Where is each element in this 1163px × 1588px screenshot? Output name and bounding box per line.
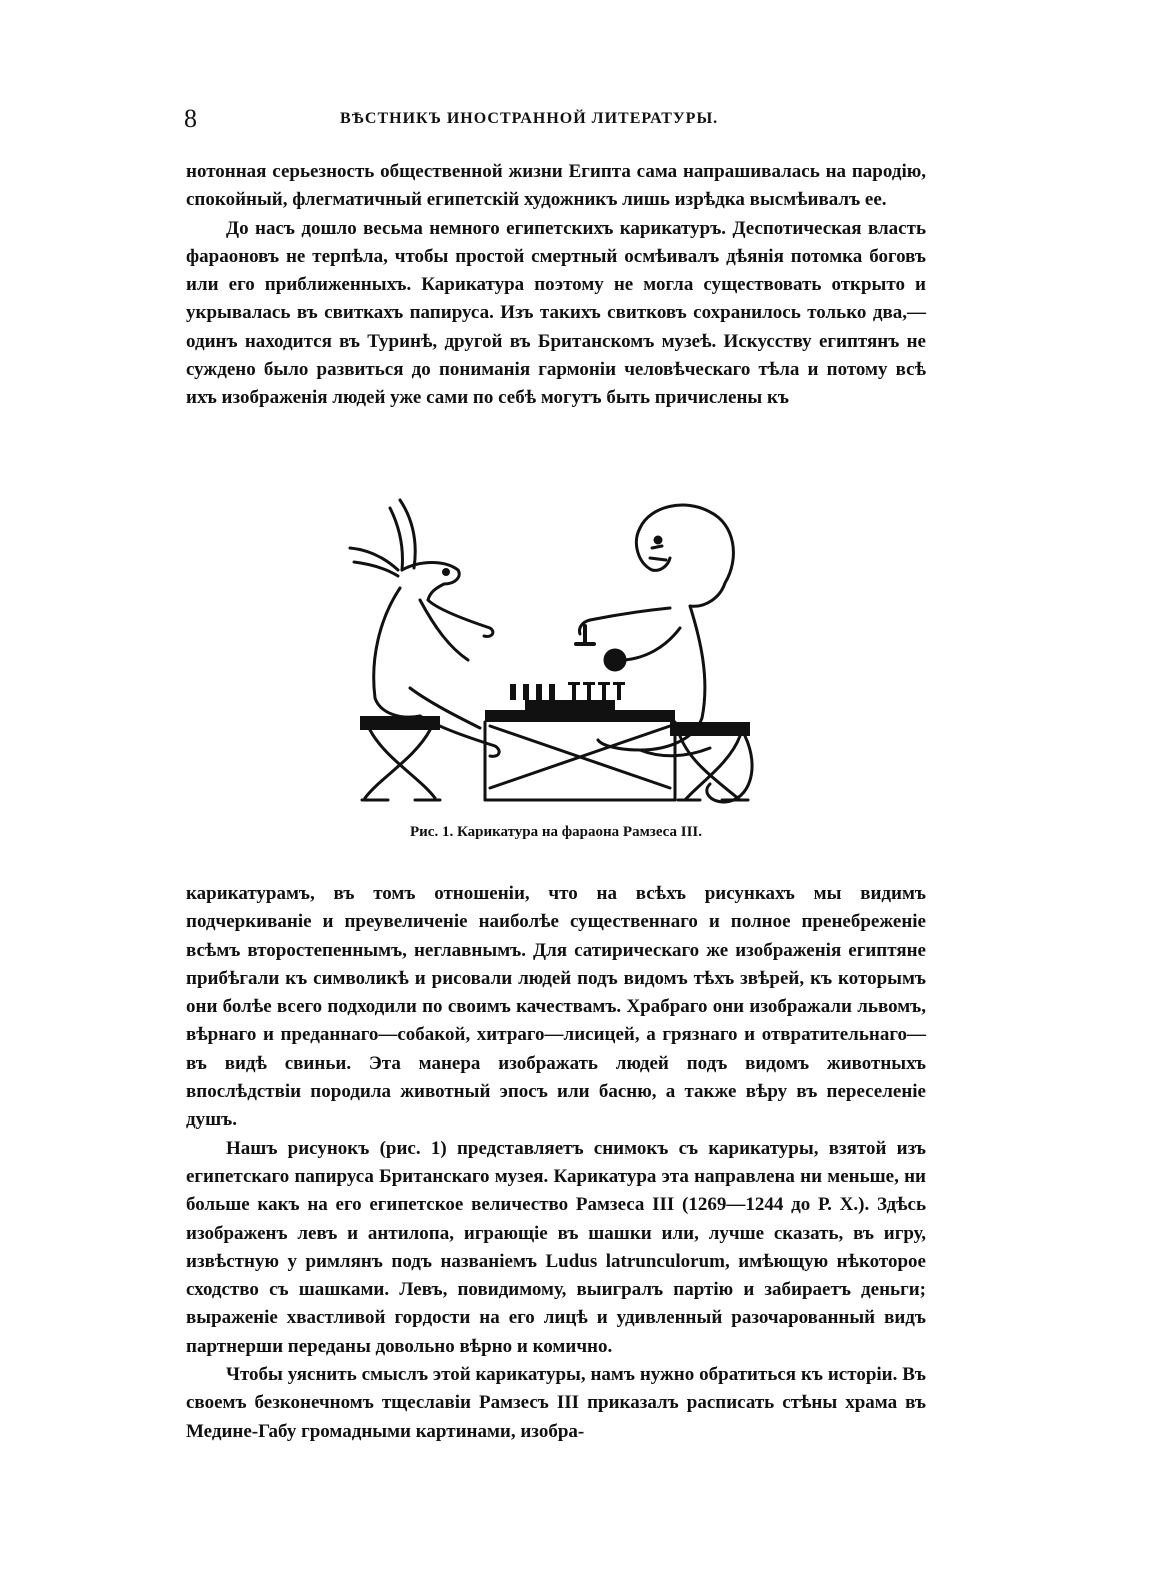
lion-stool xyxy=(670,722,750,800)
text-block-bottom xyxy=(186,880,926,1446)
paragraph: До насъ дошло весьма немного египетскихъ карикатуръ. Деспотическая власть фараоновъ не терпѣла, чтобы простой смертный осмѣивалъ дѣянія потомка боговъ или его приближенныхъ. Карикатура поэтому не могла существовать открыто и укрывалась въ свиткахъ папируса. Изъ такихъ свитковъ сохранилось только два,—одинъ находится въ Туринѣ, другой въ Британскомъ музеѣ. Искусству египтянъ не суждено было развиться до пониманія гармоніи человѣческаго тѣла и потому всѣ ихъ изображенія людей уже сами по себѣ могутъ быть причислены къ xyxy=(186,217,926,409)
paragraph: нотонная серьезность общественной жизни Египта сама напрашивалась на пародію, спокойный, флегматичный египетскій художникъ лишь изрѣдка высмѣивалъ ее. xyxy=(186,161,926,211)
text-block-top xyxy=(186,158,926,413)
page-number: 8 xyxy=(184,104,197,133)
antelope-stool xyxy=(360,716,440,800)
game-pieces xyxy=(510,682,625,700)
paragraph: карикатурамъ, въ томъ отношеніи, что на всѣхъ рисункахъ мы видимъ подчеркиваніе и преувеличеніе наиболѣе существеннаго и полное пренебреженіе всѣмъ второстепеннымъ, неглавнымъ. Для сатирическаго же изображенія египтяне прибѣгали къ символикѣ и рисовали людей подъ видомъ тѣхъ звѣрей, къ которымъ они болѣе всего подходили по своимъ качествамъ. Храбраго они изображали львомъ, вѣрнаго и преданнаго—собакой, хитраго—лисицей, а грязнаго и отвратительнаго—въ видѣ свиньи. Эта манера изображать людей подъ видомъ животныхъ впослѣдствіи породила животный эпосъ или басню, а также вѣру въ переселеніе душъ. xyxy=(186,883,926,1131)
figure-caption: Рис. 1. Карикатура на фараона Рамзеса III. xyxy=(409,824,703,840)
paragraph: Нашъ рисунокъ (рис. 1) представляетъ снимокъ съ карикатуры, взятой изъ египетскаго папируса Британскаго музея. Карикатура эта направлена ни меньше, ни больше какъ на его египетское величество Рамзеса III (1269—1244 до Р. X.). Здѣсь изображенъ левъ и антилопа, играющіе въ шашки или, лучше сказать, въ игру, извѣстную у римлянъ подъ названіемъ Ludus latrunculorum, имѣющую нѣкоторое сходство съ шашками. Левъ, повидимому, выигралъ партію и забираетъ деньги; выраженіе хвастливой гордости на его лицѣ и удивленный разочарованный видъ партнерши переданы довольно вѣрно и комично. xyxy=(186,1137,926,1357)
caricature-illustration xyxy=(340,488,780,818)
paragraph: Чтобы уяснить смыслъ этой карикатуры, намъ нужно обратиться къ исторіи. Въ своемъ безконечномъ тщеславіи Рамзесъ III приказалъ расписать стѣны храма въ Медине-Габу громадными картинами, изобра- xyxy=(186,1364,926,1442)
running-title: ВѢСТНИКЪ ИНОСТРАННОЙ ЛИТЕРАТУРЫ. xyxy=(340,110,719,127)
